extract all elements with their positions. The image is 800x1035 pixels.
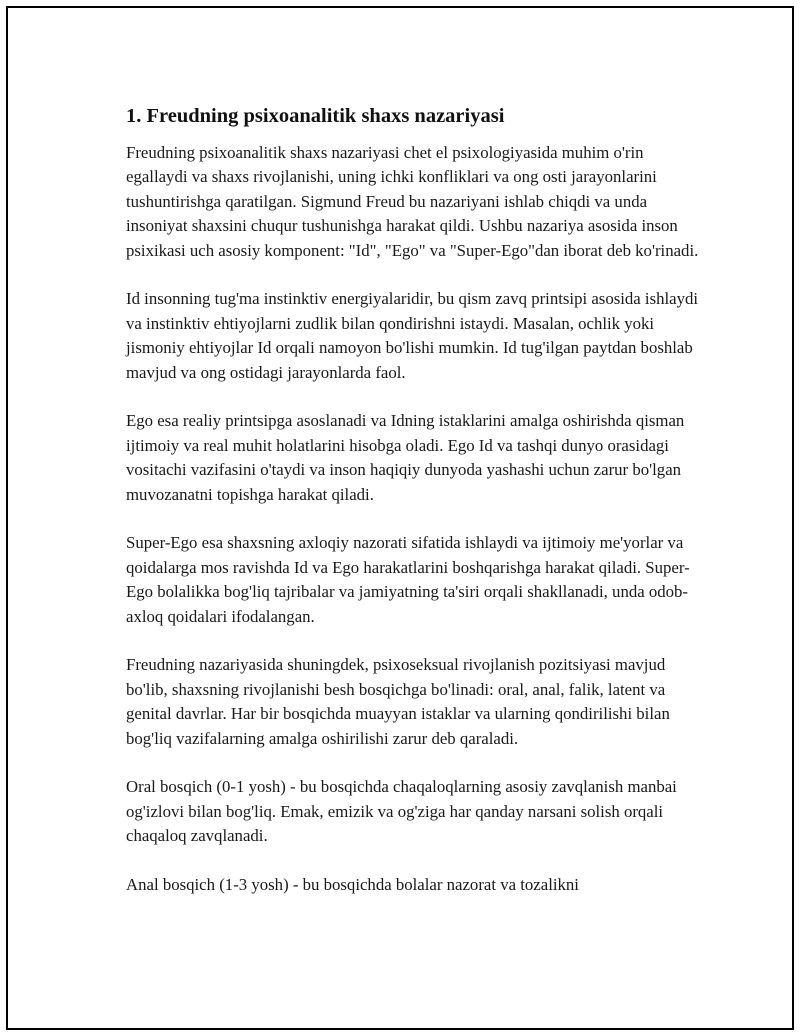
paragraph-intro: Freudning psixoanalitik shaxs nazariyasi chet el psixologiyasida muhim o'rin egallaydi va shaxs rivojlanishi, uning ichki konfliklari va ong osti jarayonlarini tushuntirishga qaratilgan. Sigmund Freud bu nazariyani ishlab chiqdi va unda insoniyat shaxsini chuqur tushunishga harakat qildi. Ushbu nazariya asosida inson psixikasi uch asosiy komponent: "Id", "Ego" va "Super-Ego"dan iborat deb ko'rinadi. <box>126 143 699 260</box>
page-frame <box>6 6 794 1030</box>
paragraph-super-ego: Super-Ego esa shaxsning axloqiy nazorati sifatida ishlaydi va ijtimoiy me'yorlar va qoidalarga mos ravishda Id va Ego harakatlarini boshqarishga harakat qiladi. Super-Ego bolalikka bog'liq tajribalar va jamiyatning ta'siri orqali shakllanadi, unda odob-axloq qoidalari ifodalangan. <box>126 533 690 626</box>
section-heading: 1. Freudning psixoanalitik shaxs nazariyasi <box>126 105 505 127</box>
paragraph-psychosexual: Freudning nazariyasida shuningdek, psixoseksual rivojlanish pozitsiyasi mavjud bo'lib, shaxsning rivojlanishi besh bosqichga bo'linadi: oral, anal, falik, latent va genital davrlar. Har bir bosqichda muayyan istaklar va ularning qondirilishi bilan bog'liq vazifalarning amalga oshirilishi zarur deb qaraladi. <box>126 655 670 748</box>
paragraph-ego: Ego esa realiy printsipga asoslanadi va Idning istaklarini amalga oshirishda qisman ijtimoiy va real muhit holatlarini hisobga oladi. Ego Id va tashqi dunyo orasidagi vositachi vazifasini o'taydi va inson haqiqiy dunyoda yashashi uchun zarur bo'lgan muvozanatni topishga harakat qiladi. <box>126 411 685 504</box>
document-body <box>126 104 701 922</box>
paragraph-anal-stage: Anal bosqich (1-3 yosh) - bu bosqichda bolalar nazorat va tozalikni <box>126 875 579 895</box>
paragraph-id: Id insonning tug'ma instinktiv energiyalaridir, bu qism zavq printsipi asosida ishlaydi va instinktiv ehtiyojlarni zudlik bilan qondirishni istaydi. Masalan, ochlik yoki jismoniy ehtiyojlar Id orqali namoyon bo'lishi mumkin. Id tug'ilgan paytdan boshlab mavjud va ong ostidagi jarayonlarda faol. <box>126 289 699 382</box>
paragraph-oral-stage: Oral bosqich (0-1 yosh) - bu bosqichda chaqaloqlarning asosiy zavqlanish manbai og'izlovi bilan bog'liq. Emak, emizik va og'ziga har qanday narsani solish orqali chaqaloq zavqlanadi. <box>126 777 677 846</box>
